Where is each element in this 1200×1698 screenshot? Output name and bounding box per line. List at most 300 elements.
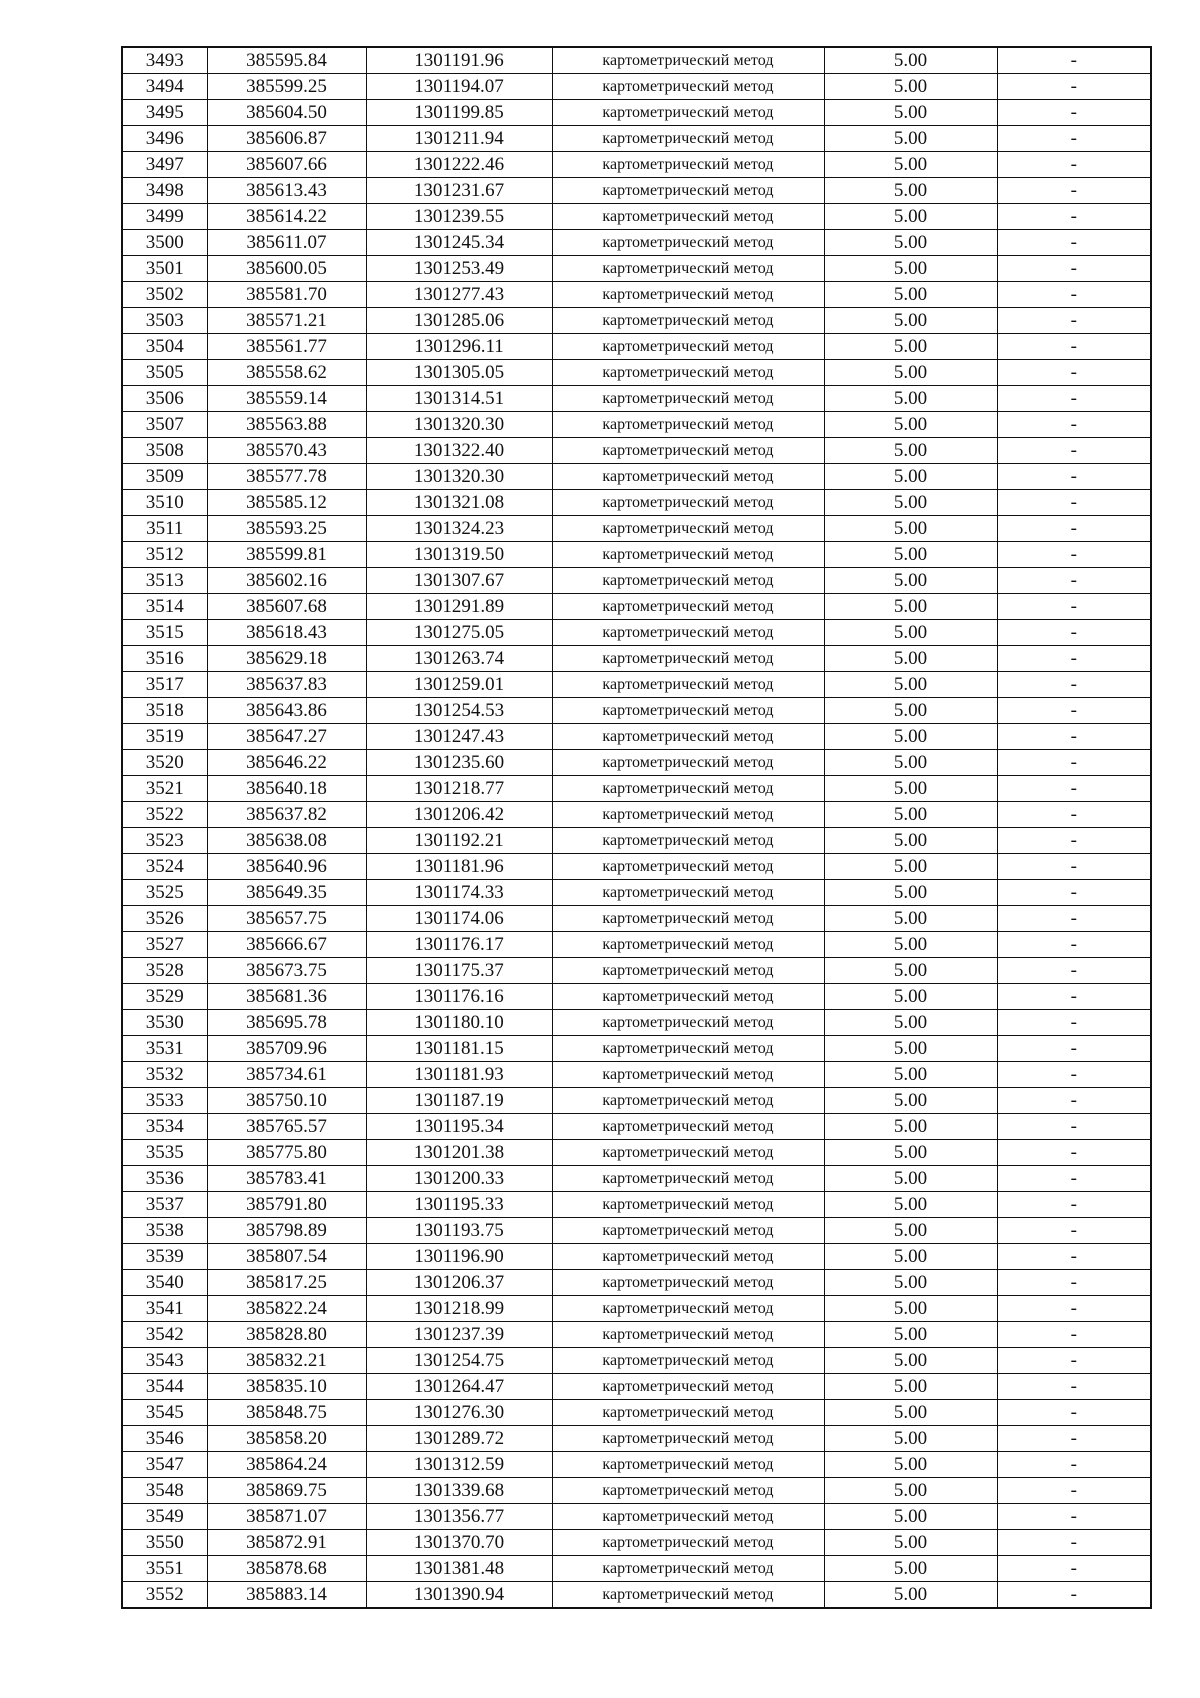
x-coordinate-cell: 385607.68 xyxy=(207,594,366,620)
y-coordinate-cell: 1301305.05 xyxy=(366,360,552,386)
table-row xyxy=(122,854,1151,880)
coordinates-table-body xyxy=(122,47,1151,1608)
y-coordinate-cell: 1301222.46 xyxy=(366,152,552,178)
accuracy-cell: 5.00 xyxy=(824,1478,997,1504)
point-number-cell: 3512 xyxy=(122,542,207,568)
accuracy-cell: 5.00 xyxy=(824,1244,997,1270)
x-coordinate-cell: 385643.86 xyxy=(207,698,366,724)
table-row xyxy=(122,100,1151,126)
description-cell: - xyxy=(997,542,1151,568)
x-coordinate-cell: 385817.25 xyxy=(207,1270,366,1296)
table-row xyxy=(122,672,1151,698)
y-coordinate-cell: 1301275.05 xyxy=(366,620,552,646)
method-cell: картометрический метод xyxy=(552,906,824,932)
method-cell: картометрический метод xyxy=(552,828,824,854)
y-coordinate-cell: 1301194.07 xyxy=(366,74,552,100)
table-row xyxy=(122,1478,1151,1504)
x-coordinate-cell: 385606.87 xyxy=(207,126,366,152)
method-cell: картометрический метод xyxy=(552,516,824,542)
y-coordinate-cell: 1301195.33 xyxy=(366,1192,552,1218)
description-cell: - xyxy=(997,672,1151,698)
accuracy-cell: 5.00 xyxy=(824,516,997,542)
y-coordinate-cell: 1301356.77 xyxy=(366,1504,552,1530)
description-cell: - xyxy=(997,1244,1151,1270)
accuracy-cell: 5.00 xyxy=(824,438,997,464)
table-row xyxy=(122,1374,1151,1400)
y-coordinate-cell: 1301181.96 xyxy=(366,854,552,880)
description-cell: - xyxy=(997,568,1151,594)
table-row xyxy=(122,776,1151,802)
method-cell: картометрический метод xyxy=(552,1010,824,1036)
x-coordinate-cell: 385807.54 xyxy=(207,1244,366,1270)
table-row xyxy=(122,1582,1151,1609)
description-cell: - xyxy=(997,386,1151,412)
point-number-cell: 3537 xyxy=(122,1192,207,1218)
accuracy-cell: 5.00 xyxy=(824,1348,997,1374)
x-coordinate-cell: 385783.41 xyxy=(207,1166,366,1192)
accuracy-cell: 5.00 xyxy=(824,1166,997,1192)
point-number-cell: 3541 xyxy=(122,1296,207,1322)
table-row xyxy=(122,1556,1151,1582)
method-cell: картометрический метод xyxy=(552,854,824,880)
method-cell: картометрический метод xyxy=(552,126,824,152)
table-row xyxy=(122,1296,1151,1322)
point-number-cell: 3513 xyxy=(122,568,207,594)
point-number-cell: 3497 xyxy=(122,152,207,178)
y-coordinate-cell: 1301381.48 xyxy=(366,1556,552,1582)
x-coordinate-cell: 385871.07 xyxy=(207,1504,366,1530)
point-number-cell: 3496 xyxy=(122,126,207,152)
accuracy-cell: 5.00 xyxy=(824,1452,997,1478)
point-number-cell: 3503 xyxy=(122,308,207,334)
method-cell: картометрический метод xyxy=(552,776,824,802)
accuracy-cell: 5.00 xyxy=(824,1036,997,1062)
method-cell: картометрический метод xyxy=(552,594,824,620)
accuracy-cell: 5.00 xyxy=(824,698,997,724)
description-cell: - xyxy=(997,360,1151,386)
accuracy-cell: 5.00 xyxy=(824,282,997,308)
x-coordinate-cell: 385647.27 xyxy=(207,724,366,750)
y-coordinate-cell: 1301206.42 xyxy=(366,802,552,828)
y-coordinate-cell: 1301307.67 xyxy=(366,568,552,594)
accuracy-cell: 5.00 xyxy=(824,386,997,412)
x-coordinate-cell: 385878.68 xyxy=(207,1556,366,1582)
method-cell: картометрический метод xyxy=(552,360,824,386)
table-row xyxy=(122,1010,1151,1036)
table-row xyxy=(122,412,1151,438)
y-coordinate-cell: 1301276.30 xyxy=(366,1400,552,1426)
point-number-cell: 3551 xyxy=(122,1556,207,1582)
point-number-cell: 3543 xyxy=(122,1348,207,1374)
point-number-cell: 3552 xyxy=(122,1582,207,1609)
y-coordinate-cell: 1301192.21 xyxy=(366,828,552,854)
y-coordinate-cell: 1301254.75 xyxy=(366,1348,552,1374)
accuracy-cell: 5.00 xyxy=(824,1114,997,1140)
description-cell: - xyxy=(997,724,1151,750)
x-coordinate-cell: 385848.75 xyxy=(207,1400,366,1426)
description-cell: - xyxy=(997,854,1151,880)
x-coordinate-cell: 385695.78 xyxy=(207,1010,366,1036)
point-number-cell: 3495 xyxy=(122,100,207,126)
description-cell: - xyxy=(997,47,1151,74)
y-coordinate-cell: 1301289.72 xyxy=(366,1426,552,1452)
x-coordinate-cell: 385611.07 xyxy=(207,230,366,256)
method-cell: картометрический метод xyxy=(552,568,824,594)
accuracy-cell: 5.00 xyxy=(824,47,997,74)
description-cell: - xyxy=(997,1114,1151,1140)
y-coordinate-cell: 1301195.34 xyxy=(366,1114,552,1140)
point-number-cell: 3502 xyxy=(122,282,207,308)
point-number-cell: 3507 xyxy=(122,412,207,438)
point-number-cell: 3524 xyxy=(122,854,207,880)
x-coordinate-cell: 385858.20 xyxy=(207,1426,366,1452)
accuracy-cell: 5.00 xyxy=(824,1010,997,1036)
y-coordinate-cell: 1301218.77 xyxy=(366,776,552,802)
point-number-cell: 3500 xyxy=(122,230,207,256)
x-coordinate-cell: 385673.75 xyxy=(207,958,366,984)
method-cell: картометрический метод xyxy=(552,1374,824,1400)
point-number-cell: 3516 xyxy=(122,646,207,672)
method-cell: картометрический метод xyxy=(552,672,824,698)
point-number-cell: 3509 xyxy=(122,464,207,490)
x-coordinate-cell: 385558.62 xyxy=(207,360,366,386)
x-coordinate-cell: 385638.08 xyxy=(207,828,366,854)
method-cell: картометрический метод xyxy=(552,724,824,750)
accuracy-cell: 5.00 xyxy=(824,178,997,204)
point-number-cell: 3501 xyxy=(122,256,207,282)
accuracy-cell: 5.00 xyxy=(824,568,997,594)
accuracy-cell: 5.00 xyxy=(824,1556,997,1582)
accuracy-cell: 5.00 xyxy=(824,984,997,1010)
description-cell: - xyxy=(997,802,1151,828)
table-row xyxy=(122,1504,1151,1530)
table-row xyxy=(122,802,1151,828)
method-cell: картометрический метод xyxy=(552,1114,824,1140)
accuracy-cell: 5.00 xyxy=(824,854,997,880)
y-coordinate-cell: 1301291.89 xyxy=(366,594,552,620)
table-row xyxy=(122,74,1151,100)
description-cell: - xyxy=(997,152,1151,178)
description-cell: - xyxy=(997,1192,1151,1218)
y-coordinate-cell: 1301176.17 xyxy=(366,932,552,958)
accuracy-cell: 5.00 xyxy=(824,490,997,516)
accuracy-cell: 5.00 xyxy=(824,1192,997,1218)
y-coordinate-cell: 1301319.50 xyxy=(366,542,552,568)
x-coordinate-cell: 385559.14 xyxy=(207,386,366,412)
method-cell: картометрический метод xyxy=(552,1504,824,1530)
y-coordinate-cell: 1301181.93 xyxy=(366,1062,552,1088)
method-cell: картометрический метод xyxy=(552,100,824,126)
point-number-cell: 3518 xyxy=(122,698,207,724)
table-row xyxy=(122,958,1151,984)
x-coordinate-cell: 385681.36 xyxy=(207,984,366,1010)
description-cell: - xyxy=(997,438,1151,464)
method-cell: картометрический метод xyxy=(552,438,824,464)
table-row xyxy=(122,438,1151,464)
x-coordinate-cell: 385614.22 xyxy=(207,204,366,230)
description-cell: - xyxy=(997,1426,1151,1452)
table-row xyxy=(122,594,1151,620)
y-coordinate-cell: 1301206.37 xyxy=(366,1270,552,1296)
x-coordinate-cell: 385593.25 xyxy=(207,516,366,542)
accuracy-cell: 5.00 xyxy=(824,464,997,490)
description-cell: - xyxy=(997,698,1151,724)
table-row xyxy=(122,542,1151,568)
point-number-cell: 3508 xyxy=(122,438,207,464)
method-cell: картометрический метод xyxy=(552,74,824,100)
method-cell: картометрический метод xyxy=(552,750,824,776)
accuracy-cell: 5.00 xyxy=(824,880,997,906)
x-coordinate-cell: 385637.83 xyxy=(207,672,366,698)
accuracy-cell: 5.00 xyxy=(824,802,997,828)
method-cell: картометрический метод xyxy=(552,1348,824,1374)
x-coordinate-cell: 385599.81 xyxy=(207,542,366,568)
point-number-cell: 3528 xyxy=(122,958,207,984)
method-cell: картометрический метод xyxy=(552,412,824,438)
method-cell: картометрический метод xyxy=(552,1452,824,1478)
x-coordinate-cell: 385604.50 xyxy=(207,100,366,126)
x-coordinate-cell: 385657.75 xyxy=(207,906,366,932)
y-coordinate-cell: 1301320.30 xyxy=(366,412,552,438)
point-number-cell: 3493 xyxy=(122,47,207,74)
table-row xyxy=(122,1192,1151,1218)
accuracy-cell: 5.00 xyxy=(824,1296,997,1322)
y-coordinate-cell: 1301235.60 xyxy=(366,750,552,776)
description-cell: - xyxy=(997,308,1151,334)
y-coordinate-cell: 1301201.38 xyxy=(366,1140,552,1166)
y-coordinate-cell: 1301174.06 xyxy=(366,906,552,932)
document-page xyxy=(121,46,1150,1609)
method-cell: картометрический метод xyxy=(552,282,824,308)
description-cell: - xyxy=(997,906,1151,932)
table-row xyxy=(122,126,1151,152)
table-row xyxy=(122,308,1151,334)
table-row xyxy=(122,1348,1151,1374)
y-coordinate-cell: 1301175.37 xyxy=(366,958,552,984)
y-coordinate-cell: 1301199.85 xyxy=(366,100,552,126)
method-cell: картометрический метод xyxy=(552,230,824,256)
point-number-cell: 3511 xyxy=(122,516,207,542)
accuracy-cell: 5.00 xyxy=(824,360,997,386)
method-cell: картометрический метод xyxy=(552,542,824,568)
table-row xyxy=(122,1088,1151,1114)
description-cell: - xyxy=(997,1088,1151,1114)
method-cell: картометрический метод xyxy=(552,1140,824,1166)
point-number-cell: 3494 xyxy=(122,74,207,100)
accuracy-cell: 5.00 xyxy=(824,1322,997,1348)
point-number-cell: 3535 xyxy=(122,1140,207,1166)
method-cell: картометрический метод xyxy=(552,386,824,412)
table-row xyxy=(122,1244,1151,1270)
y-coordinate-cell: 1301254.53 xyxy=(366,698,552,724)
x-coordinate-cell: 385561.77 xyxy=(207,334,366,360)
point-number-cell: 3505 xyxy=(122,360,207,386)
table-row xyxy=(122,646,1151,672)
description-cell: - xyxy=(997,646,1151,672)
point-number-cell: 3533 xyxy=(122,1088,207,1114)
accuracy-cell: 5.00 xyxy=(824,594,997,620)
table-row xyxy=(122,1530,1151,1556)
point-number-cell: 3514 xyxy=(122,594,207,620)
description-cell: - xyxy=(997,880,1151,906)
table-row xyxy=(122,282,1151,308)
table-row xyxy=(122,568,1151,594)
y-coordinate-cell: 1301211.94 xyxy=(366,126,552,152)
point-number-cell: 3504 xyxy=(122,334,207,360)
accuracy-cell: 5.00 xyxy=(824,74,997,100)
method-cell: картометрический метод xyxy=(552,152,824,178)
x-coordinate-cell: 385646.22 xyxy=(207,750,366,776)
method-cell: картометрический метод xyxy=(552,880,824,906)
table-row xyxy=(122,984,1151,1010)
point-number-cell: 3540 xyxy=(122,1270,207,1296)
y-coordinate-cell: 1301277.43 xyxy=(366,282,552,308)
point-number-cell: 3544 xyxy=(122,1374,207,1400)
table-row xyxy=(122,880,1151,906)
y-coordinate-cell: 1301324.23 xyxy=(366,516,552,542)
table-row xyxy=(122,334,1151,360)
method-cell: картометрический метод xyxy=(552,47,824,74)
table-row xyxy=(122,516,1151,542)
x-coordinate-cell: 385734.61 xyxy=(207,1062,366,1088)
x-coordinate-cell: 385602.16 xyxy=(207,568,366,594)
y-coordinate-cell: 1301218.99 xyxy=(366,1296,552,1322)
method-cell: картометрический метод xyxy=(552,646,824,672)
accuracy-cell: 5.00 xyxy=(824,750,997,776)
accuracy-cell: 5.00 xyxy=(824,542,997,568)
point-number-cell: 3536 xyxy=(122,1166,207,1192)
x-coordinate-cell: 385709.96 xyxy=(207,1036,366,1062)
accuracy-cell: 5.00 xyxy=(824,828,997,854)
point-number-cell: 3538 xyxy=(122,1218,207,1244)
method-cell: картометрический метод xyxy=(552,308,824,334)
method-cell: картометрический метод xyxy=(552,334,824,360)
accuracy-cell: 5.00 xyxy=(824,776,997,802)
method-cell: картометрический метод xyxy=(552,1582,824,1609)
y-coordinate-cell: 1301181.15 xyxy=(366,1036,552,1062)
description-cell: - xyxy=(997,1348,1151,1374)
table-row xyxy=(122,204,1151,230)
point-number-cell: 3499 xyxy=(122,204,207,230)
table-row xyxy=(122,1140,1151,1166)
accuracy-cell: 5.00 xyxy=(824,724,997,750)
description-cell: - xyxy=(997,776,1151,802)
description-cell: - xyxy=(997,1140,1151,1166)
y-coordinate-cell: 1301264.47 xyxy=(366,1374,552,1400)
description-cell: - xyxy=(997,1478,1151,1504)
y-coordinate-cell: 1301200.33 xyxy=(366,1166,552,1192)
x-coordinate-cell: 385629.18 xyxy=(207,646,366,672)
y-coordinate-cell: 1301196.90 xyxy=(366,1244,552,1270)
point-number-cell: 3520 xyxy=(122,750,207,776)
accuracy-cell: 5.00 xyxy=(824,1400,997,1426)
x-coordinate-cell: 385595.84 xyxy=(207,47,366,74)
method-cell: картометрический метод xyxy=(552,1088,824,1114)
x-coordinate-cell: 385883.14 xyxy=(207,1582,366,1609)
method-cell: картометрический метод xyxy=(552,178,824,204)
accuracy-cell: 5.00 xyxy=(824,1582,997,1609)
method-cell: картометрический метод xyxy=(552,1322,824,1348)
accuracy-cell: 5.00 xyxy=(824,1140,997,1166)
accuracy-cell: 5.00 xyxy=(824,932,997,958)
x-coordinate-cell: 385828.80 xyxy=(207,1322,366,1348)
x-coordinate-cell: 385600.05 xyxy=(207,256,366,282)
x-coordinate-cell: 385613.43 xyxy=(207,178,366,204)
x-coordinate-cell: 385570.43 xyxy=(207,438,366,464)
point-number-cell: 3521 xyxy=(122,776,207,802)
table-row xyxy=(122,1400,1151,1426)
point-number-cell: 3532 xyxy=(122,1062,207,1088)
description-cell: - xyxy=(997,1504,1151,1530)
x-coordinate-cell: 385599.25 xyxy=(207,74,366,100)
description-cell: - xyxy=(997,1062,1151,1088)
description-cell: - xyxy=(997,412,1151,438)
accuracy-cell: 5.00 xyxy=(824,1374,997,1400)
point-number-cell: 3548 xyxy=(122,1478,207,1504)
point-number-cell: 3498 xyxy=(122,178,207,204)
accuracy-cell: 5.00 xyxy=(824,620,997,646)
y-coordinate-cell: 1301245.34 xyxy=(366,230,552,256)
x-coordinate-cell: 385607.66 xyxy=(207,152,366,178)
table-row xyxy=(122,1114,1151,1140)
y-coordinate-cell: 1301314.51 xyxy=(366,386,552,412)
description-cell: - xyxy=(997,1582,1151,1609)
table-row xyxy=(122,698,1151,724)
table-row xyxy=(122,47,1151,74)
method-cell: картометрический метод xyxy=(552,698,824,724)
method-cell: картометрический метод xyxy=(552,984,824,1010)
point-number-cell: 3546 xyxy=(122,1426,207,1452)
point-number-cell: 3527 xyxy=(122,932,207,958)
point-number-cell: 3525 xyxy=(122,880,207,906)
point-number-cell: 3539 xyxy=(122,1244,207,1270)
accuracy-cell: 5.00 xyxy=(824,204,997,230)
table-row xyxy=(122,464,1151,490)
y-coordinate-cell: 1301285.06 xyxy=(366,308,552,334)
description-cell: - xyxy=(997,750,1151,776)
point-number-cell: 3506 xyxy=(122,386,207,412)
x-coordinate-cell: 385791.80 xyxy=(207,1192,366,1218)
point-number-cell: 3529 xyxy=(122,984,207,1010)
table-row xyxy=(122,932,1151,958)
method-cell: картометрический метод xyxy=(552,1270,824,1296)
method-cell: картометрический метод xyxy=(552,1036,824,1062)
x-coordinate-cell: 385571.21 xyxy=(207,308,366,334)
method-cell: картометрический метод xyxy=(552,256,824,282)
accuracy-cell: 5.00 xyxy=(824,1504,997,1530)
accuracy-cell: 5.00 xyxy=(824,1426,997,1452)
y-coordinate-cell: 1301191.96 xyxy=(366,47,552,74)
y-coordinate-cell: 1301247.43 xyxy=(366,724,552,750)
accuracy-cell: 5.00 xyxy=(824,230,997,256)
point-number-cell: 3534 xyxy=(122,1114,207,1140)
accuracy-cell: 5.00 xyxy=(824,126,997,152)
y-coordinate-cell: 1301237.39 xyxy=(366,1322,552,1348)
description-cell: - xyxy=(997,1270,1151,1296)
table-row xyxy=(122,178,1151,204)
x-coordinate-cell: 385649.35 xyxy=(207,880,366,906)
description-cell: - xyxy=(997,932,1151,958)
table-row xyxy=(122,1426,1151,1452)
description-cell: - xyxy=(997,1010,1151,1036)
description-cell: - xyxy=(997,1166,1151,1192)
point-number-cell: 3515 xyxy=(122,620,207,646)
method-cell: картометрический метод xyxy=(552,1062,824,1088)
table-row xyxy=(122,620,1151,646)
x-coordinate-cell: 385563.88 xyxy=(207,412,366,438)
description-cell: - xyxy=(997,1218,1151,1244)
table-row xyxy=(122,386,1151,412)
